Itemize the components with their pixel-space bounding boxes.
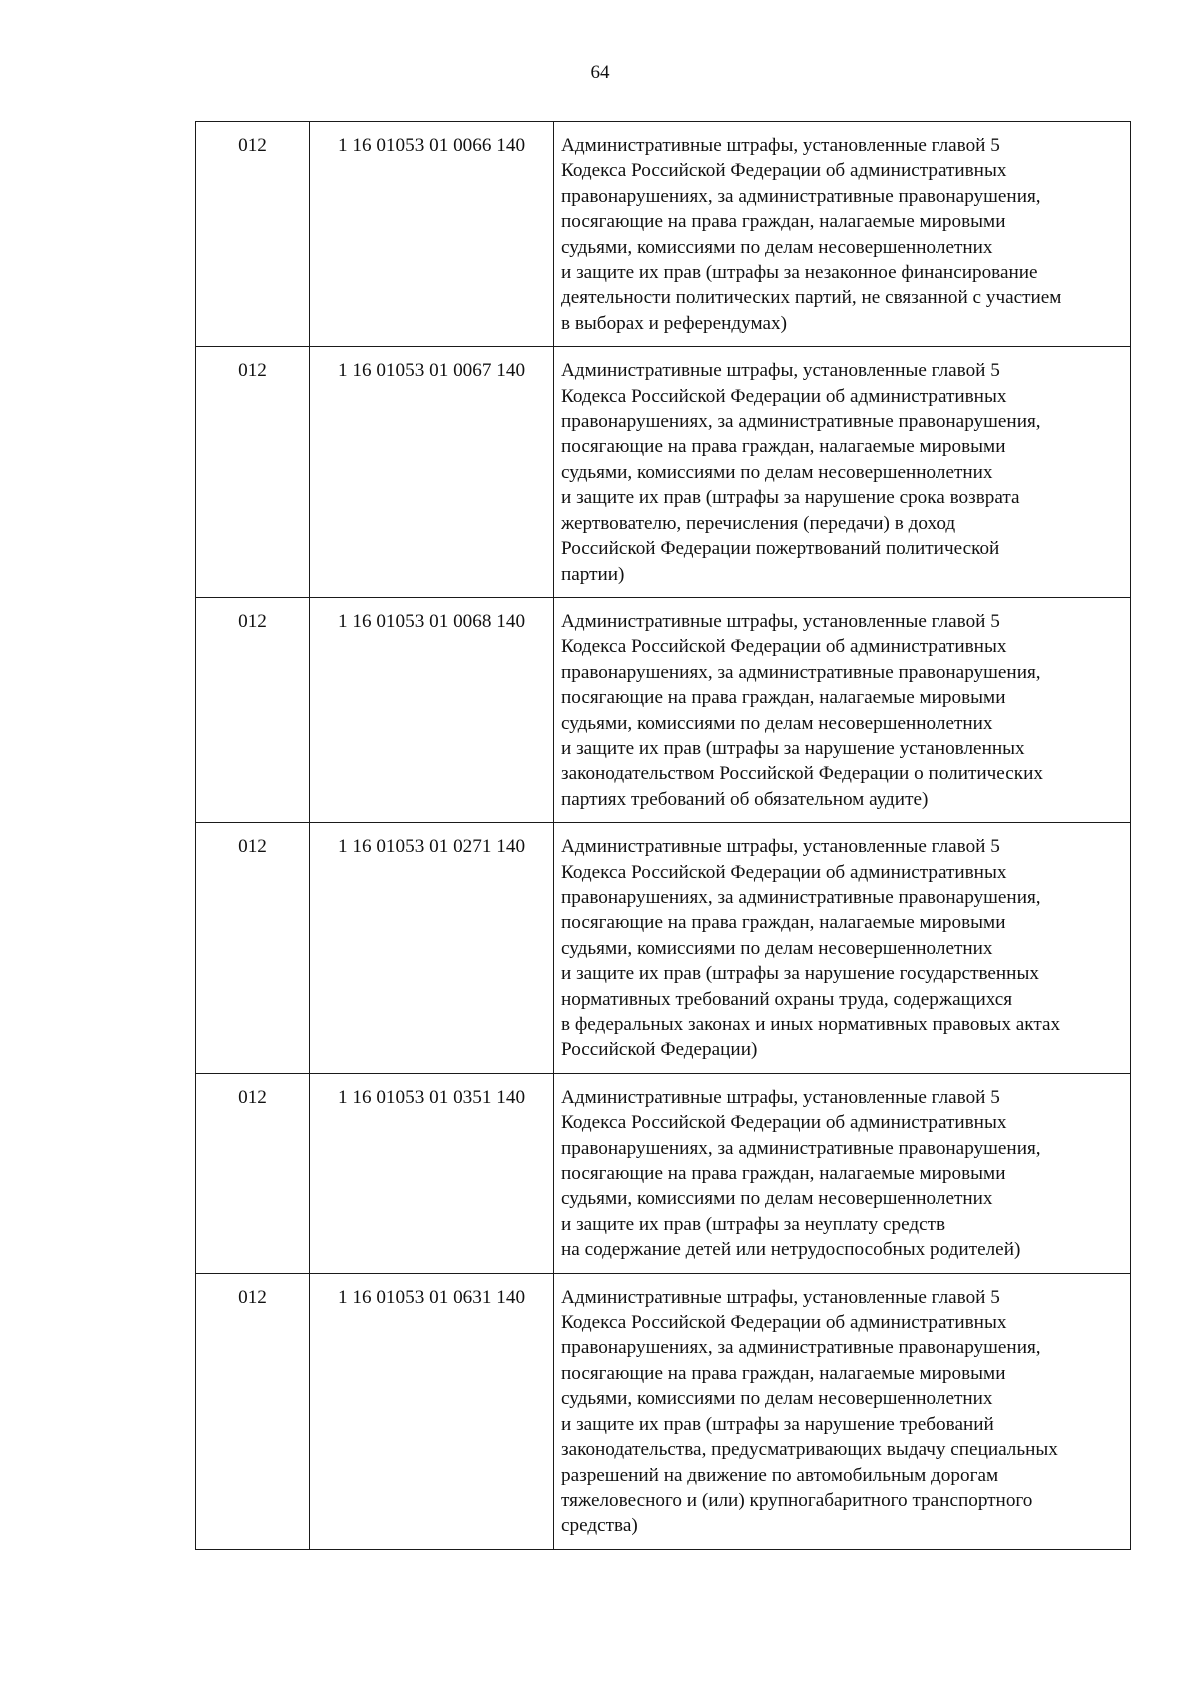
- page-number: 64: [590, 62, 610, 83]
- budget-codes-table: [195, 121, 1131, 1550]
- description-line: посягающие на права граждан, налагаемые мировыми: [561, 1163, 1006, 1185]
- description-line: и защите их прав (штрафы за нарушение установленных: [561, 737, 1025, 759]
- description-line: Административные штрафы, установленные главой 5: [561, 135, 1000, 156]
- description-line: законодательства, предусматривающих выдачу специальных: [561, 1439, 1058, 1461]
- description-line: Административные штрафы, установленные главой 5: [561, 360, 1000, 382]
- chapter-code-cell: 012: [196, 122, 310, 347]
- budget-classification-code-cell: 1 16 01053 01 0631 140: [310, 1273, 554, 1549]
- description-line: Кодекса Российской Федерации об административных: [561, 636, 1007, 658]
- description-line: посягающие на права граждан, налагаемые мировыми: [561, 436, 1006, 458]
- table-row: [196, 597, 1131, 822]
- description-line: партиях требований об обязательном аудите): [561, 788, 929, 810]
- budget-classification-code-cell: 1 16 01053 01 0351 140: [310, 1073, 554, 1273]
- description-line: нормативных требований охраны труда, содержащихся: [561, 988, 1013, 1010]
- description-line: Российской Федерации пожертвований политической: [561, 538, 1000, 560]
- description-line: и защите их прав (штрафы за нарушение требований: [561, 1413, 994, 1435]
- description-line: разрешений на движение по автомобильным дорогам: [561, 1464, 999, 1486]
- description-line: и защите их прав (штрафы за незаконное финансирование: [561, 262, 1038, 284]
- description-line: посягающие на права граждан, налагаемые мировыми: [561, 211, 1006, 233]
- description-line: на содержание детей или нетрудоспособных родителей): [561, 1239, 1021, 1261]
- description-line: Административные штрафы, установленные главой 5: [561, 1086, 1000, 1108]
- description-line: средства): [561, 1515, 638, 1537]
- description-line: Административные штрафы, установленные главой 5: [561, 610, 1000, 632]
- description-line: Кодекса Российской Федерации об административных: [561, 1312, 1007, 1334]
- description-line: деятельности политических партий, не связанной с участием: [561, 287, 1062, 309]
- description-line: Кодекса Российской Федерации об административных: [561, 1112, 1007, 1134]
- description-cell: [554, 347, 1131, 598]
- table-row: [196, 823, 1131, 1074]
- description-line: правонарушениях, за административные правонарушения,: [561, 1337, 1041, 1359]
- chapter-code-cell: 012: [196, 347, 310, 598]
- description-line: тяжеловесного и (или) крупногабаритного транспортного: [561, 1489, 1033, 1511]
- description-line: посягающие на права граждан, налагаемые мировыми: [561, 687, 1006, 709]
- budget-classification-code-cell: 1 16 01053 01 0068 140: [310, 597, 554, 822]
- description-line: судьями, комиссиями по делам несовершеннолетних: [561, 1388, 993, 1410]
- chapter-code-cell: 012: [196, 1273, 310, 1549]
- description-line: судьями, комиссиями по делам несовершеннолетних: [561, 236, 993, 258]
- description-cell: [554, 1073, 1131, 1273]
- description-cell: [554, 597, 1131, 822]
- description-line: правонарушениях, за административные правонарушения,: [561, 185, 1041, 207]
- description-line: Кодекса Российской Федерации об административных: [561, 861, 1007, 883]
- description-line: правонарушениях, за административные правонарушения,: [561, 1137, 1041, 1159]
- description-cell: [554, 122, 1131, 347]
- table-row: [196, 1273, 1131, 1549]
- chapter-code-cell: 012: [196, 597, 310, 822]
- description-line: судьями, комиссиями по делам несовершеннолетних: [561, 937, 993, 959]
- description-line: Кодекса Российской Федерации об административных: [561, 385, 1007, 407]
- description-line: партии): [561, 563, 625, 585]
- description-line: судьями, комиссиями по делам несовершеннолетних: [561, 712, 993, 734]
- description-line: правонарушениях, за административные правонарушения,: [561, 661, 1041, 683]
- description-line: и защите их прав (штрафы за нарушение государственных: [561, 963, 1039, 985]
- description-line: и защите их прав (штрафы за нарушение срока возврата: [561, 487, 1020, 509]
- budget-classification-code-cell: 1 16 01053 01 0271 140: [310, 823, 554, 1074]
- description-cell: [554, 1273, 1131, 1549]
- description-line: Российской Федерации): [561, 1039, 758, 1061]
- chapter-code-cell: 012: [196, 823, 310, 1074]
- table-row: [196, 347, 1131, 598]
- description-line: судьями, комиссиями по делам несовершеннолетних: [561, 461, 993, 483]
- description-line: в федеральных законах и иных нормативных правовых актах: [561, 1014, 1061, 1035]
- description-line: правонарушениях, за административные правонарушения,: [561, 886, 1041, 908]
- table-row: [196, 1073, 1131, 1273]
- table-body: [196, 122, 1131, 1550]
- description-line: Административные штрафы, установленные главой 5: [561, 836, 1000, 858]
- chapter-code-cell: 012: [196, 1073, 310, 1273]
- budget-classification-code-cell: 1 16 01053 01 0066 140: [310, 122, 554, 347]
- description-line: и защите их прав (штрафы за неуплату средств: [561, 1213, 946, 1235]
- description-line: судьями, комиссиями по делам несовершеннолетних: [561, 1188, 993, 1210]
- description-line: Административные штрафы, установленные главой 5: [561, 1286, 1000, 1308]
- description-line: в выборах и референдумах): [561, 312, 788, 334]
- table-row: [196, 122, 1131, 347]
- description-line: посягающие на права граждан, налагаемые мировыми: [561, 912, 1006, 934]
- description-line: законодательством Российской Федерации о политических: [561, 763, 1043, 785]
- description-line: Кодекса Российской Федерации об административных: [561, 160, 1007, 182]
- description-line: жертвователю, перечисления (передачи) в доход: [561, 512, 956, 534]
- budget-classification-code-cell: 1 16 01053 01 0067 140: [310, 347, 554, 598]
- description-cell: [554, 823, 1131, 1074]
- description-line: правонарушениях, за административные правонарушения,: [561, 411, 1041, 433]
- description-line: посягающие на права граждан, налагаемые мировыми: [561, 1362, 1006, 1384]
